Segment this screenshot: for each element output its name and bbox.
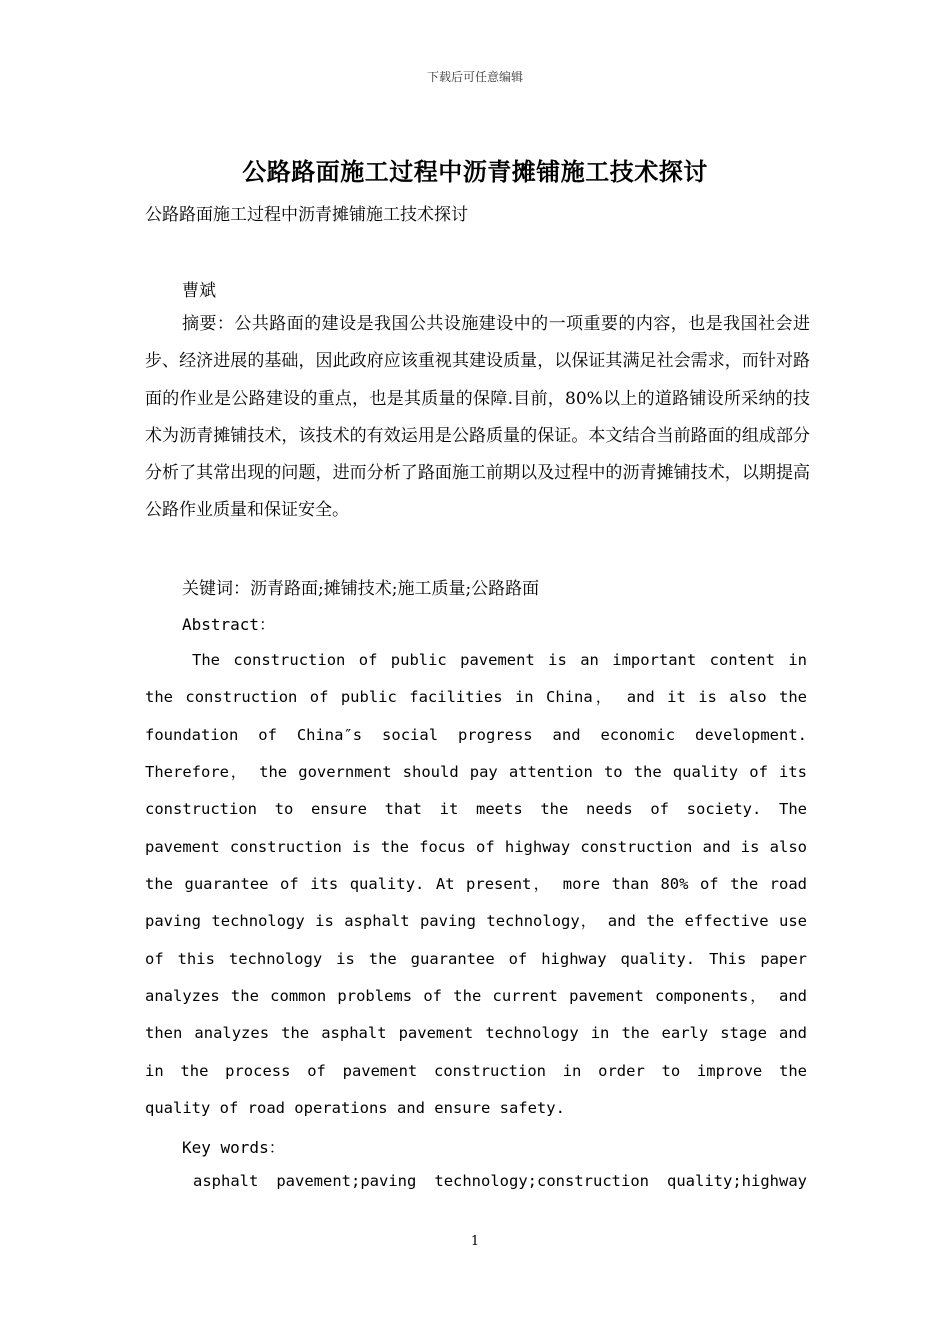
document-title: 公路路面施工过程中沥青摊铺施工技术探讨 <box>242 157 708 186</box>
keywords-chinese: 关键词：沥青路面;摊铺技术;施工质量;公路路面 <box>182 579 540 599</box>
keywords-label: Key words： <box>182 1138 285 1157</box>
page-number: 1 <box>470 1234 480 1249</box>
keywords-english: asphalt pavement;paving technology;construction quality;highway <box>193 1172 807 1190</box>
abstract-label: Abstract： <box>182 615 276 634</box>
document-subtitle: 公路路面施工过程中沥青摊铺施工技术探讨 <box>145 205 468 225</box>
author-name: 曹斌 <box>182 281 216 301</box>
abstract-chinese: 摘要：公共路面的建设是我国公共设施建设中的一项重要的内容，也是我国社会进步、经济进展的基础，因此政府应该重视其建设质量，以保证其满足社会需求，而针对路面的作业是公路建设的重点，也是其质量的保障.目前，80%以上的道路铺设所采纳的技术为沥青摊铺技术，该技术的有效运用是公路质量的保证。本文结合当前路面的组成部分分析了其常出现的问题，进而分析了路面施工前期以及过程中的沥青摊铺技术，以期提高公路作业质量和保证安全。 <box>145 314 810 521</box>
header-note: 下载后可任意编辑 <box>426 70 523 84</box>
abstract-english: The construction of public pavement is an important content in the construction of public facilities in China， and it is also the foundation of China″s social progress and economic development. Therefore， the government should pay attention to the quality of its construction to ensure that it meets the needs of society. The pavement construction is the focus of highway construction and is also the guarantee of its quality. At present， more than 80% of the road paving technology is asphalt paving technology， and the effective use of this technology is the guarantee of highway quality. This paper analyzes the common problems of the current pavement components， and then analyzes the asphalt pavement technology in the early stage and in the process of pavement construction in order to improve the quality of road operations and ensure safety. <box>145 651 807 1118</box>
